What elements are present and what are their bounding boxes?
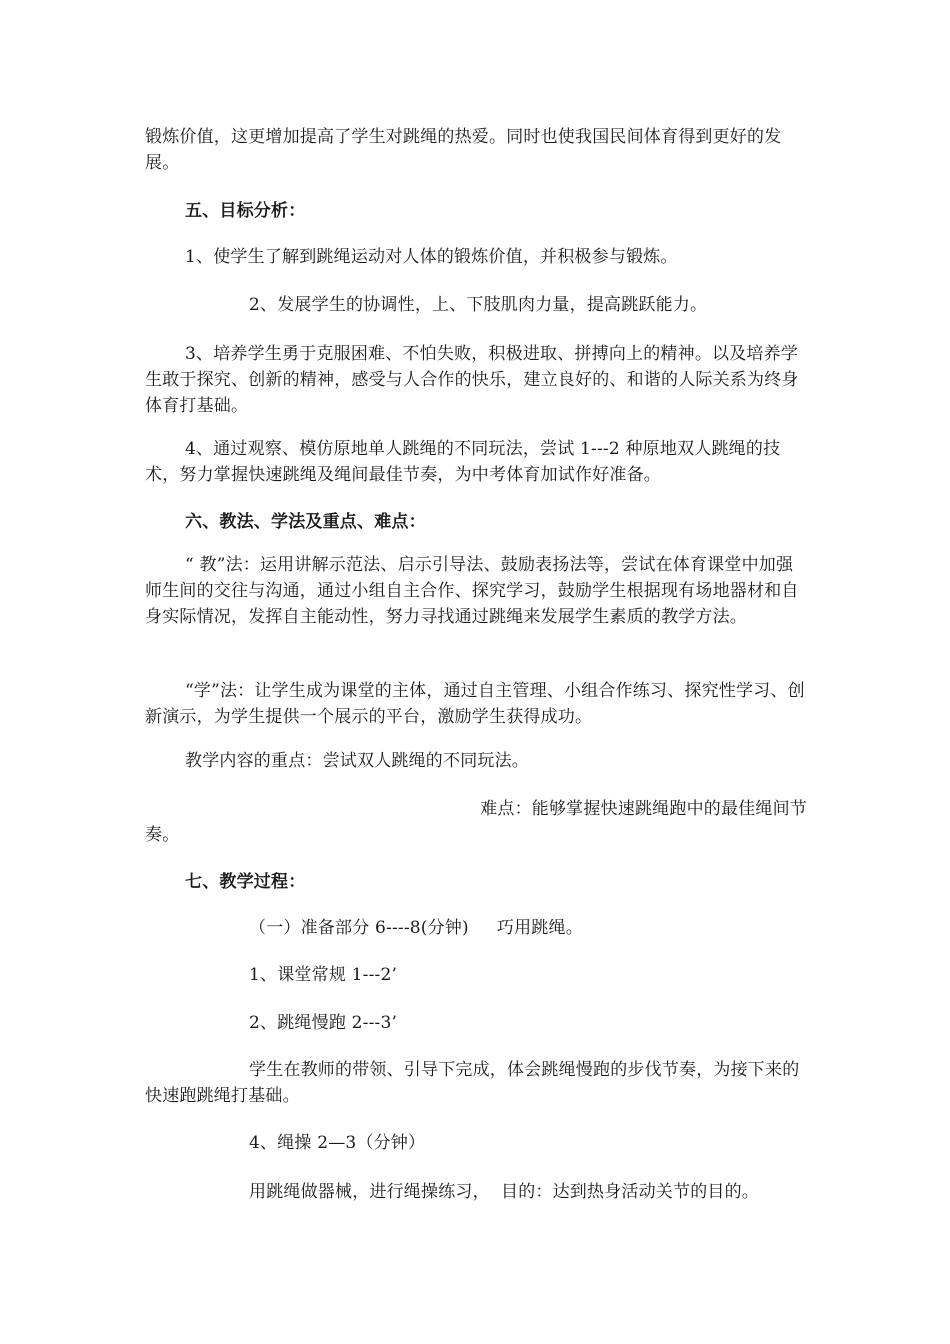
key-point-paragraph: 教学内容的重点：尝试双人跳绳的不同玩法。	[185, 751, 529, 771]
process-step-jog: 2、跳绳慢跑 2---3’	[249, 1013, 398, 1033]
process-step-routine: 1、课堂常规 1---2’	[249, 965, 398, 985]
process-step-jog-desc: 学生在教师的带领、引导下完成，体会跳绳慢跑的步伐节奏，为接下来的快速跑跳绳打基础。	[145, 1060, 800, 1106]
goal-item-4: 4、通过观察、模仿原地单人跳绳的不同玩法，尝试 1---2 种原地双人跳绳的技术，努力掌握快速跳绳及绳间最佳节奏，为中考体育加试作好准备。	[145, 439, 781, 485]
process-step-rope-exercise: 4、绳操 2—3（分钟）	[249, 1133, 426, 1153]
teaching-method-paragraph: “ 教”法：运用讲解示范法、启示引导法、鼓励表扬法等，尝试在体育课堂中加强师生间的交往与沟通，通过小组自主合作、探究学习，鼓励学生根据现有场地器材和自身实际情况，发挥自主能动性，努力寻找通过跳绳来发展学生素质的教学方法。	[145, 555, 799, 627]
goal-item-3: 3、培养学生勇于克服困难、不怕失败，积极进取、拼搏向上的精神。以及培养学生敢于探究、创新的精神，感受与人合作的快乐，建立良好的、和谐的人际关系为终身体育打基础。	[145, 344, 799, 416]
intro-paragraph: 锻炼价值，这更增加提高了学生对跳绳的热爱。同时也使我国民间体育得到更好的发展。	[145, 127, 782, 173]
section-heading-methods: 六、教法、学法及重点、难点：	[185, 512, 426, 532]
learning-method-paragraph: “学”法：让学生成为课堂的主体，通过自主管理、小组合作练习、探究性学习、创新演示，为学生提供一个展示的平台，激励学生获得成功。	[145, 681, 805, 727]
process-step-prep: （一）准备部分 6----8(分钟) 巧用跳绳。	[249, 918, 583, 938]
difficulty-line-1: 难点：能够掌握快速跳绳跑中的最佳绳间节	[480, 799, 807, 819]
process-step-rope-exercise-desc: 用跳绳做器械，进行绳操练习， 目的：达到热身活动关节的目的。	[249, 1182, 760, 1202]
section-heading-process: 七、教学过程：	[185, 872, 306, 892]
difficulty-line-2: 奏。	[145, 825, 180, 845]
goal-item-2: 2、发展学生的协调性，上、下肢肌肉力量，提高跳跃能力。	[249, 295, 708, 315]
goal-item-1: 1、使学生了解到跳绳运动对人体的锻炼价值，并积极参与锻炼。	[185, 247, 678, 267]
section-heading-goals: 五、目标分析：	[185, 201, 306, 221]
